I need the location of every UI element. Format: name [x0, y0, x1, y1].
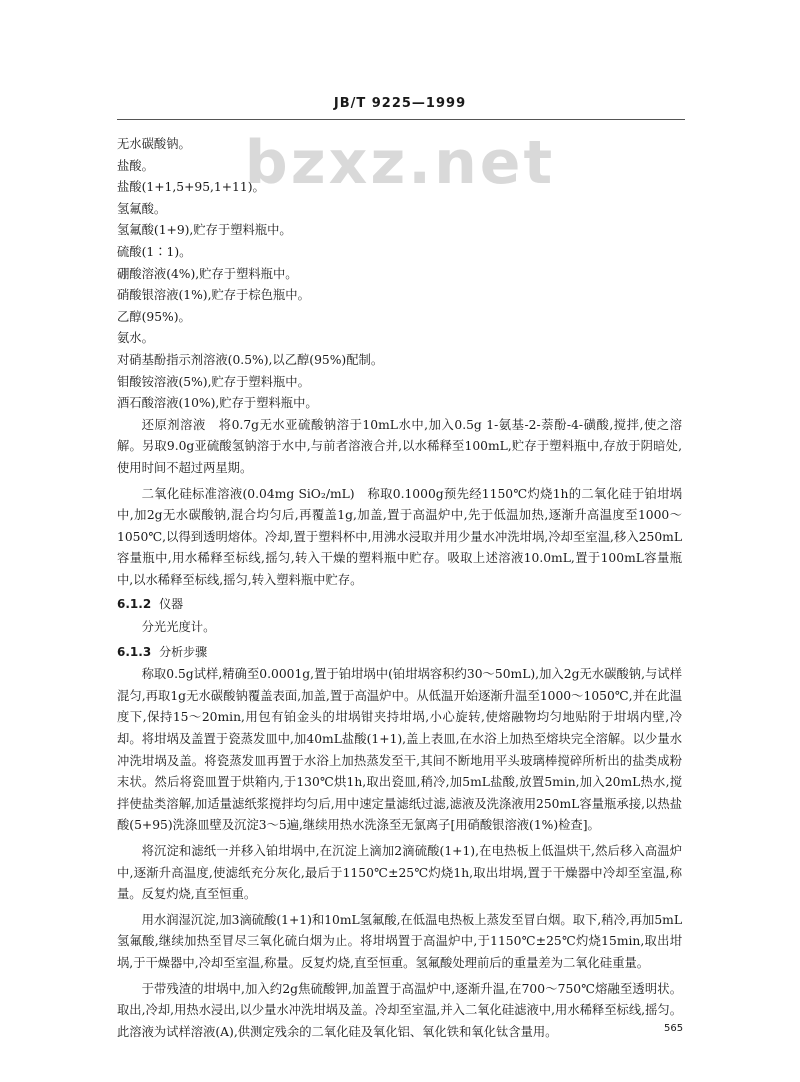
procedure-paragraph: 于带残渣的坩埚中,加入约2g焦硫酸钾,加盖置于高温炉中,逐渐升温,在700～750℃熔融至透明状。取出,冷却,用热水浸出,以少量水冲洗坩埚及盖。冷却至室温,并入二氧化硅滤液中,用水稀释至标线,摇匀。此溶液为试样溶液(A),供测定残余的二氧化硅及氧化铝、氧化铁和氧化钛含量用。 [117, 981, 682, 1039]
reagent-item: 对硝基酚指示剂溶液(0.5%),以乙醇(95%)配制。 [117, 352, 384, 367]
section-heading-6-1-2 [117, 594, 682, 616]
reagent-item: 硫酸(1∶1)。 [117, 244, 192, 259]
section-title: 仪器 [159, 597, 184, 612]
reagent-item: 硝酸银溶液(1%),贮存于棕色瓶中。 [117, 288, 310, 303]
reagent-list [117, 134, 682, 415]
procedure-paragraph: 称取0.5g试样,精确至0.0001g,置于铂坩埚中(铂坩埚容积约30～50mL),加入2g无水碳酸钠,与试样混匀,再取1g无水碳酸钠覆盖表面,加盖,置于高温炉中。从低温开始逐渐升温至1000～1050℃,并在此温度下,保持15～20min,用包有铂金头的坩埚钳夹持坩埚,小心旋转,使熔融物均匀地贴附于坩埚内壁,冷却。将坩埚及盖置于瓷蒸发皿中,加40mL盐酸(1+1),盖上表皿,在水浴上加热至熔块完全溶解。以少量水冲洗坩埚及盖。将瓷蒸发皿再置于水浴上加热蒸发至干,其间不断地用平头玻璃棒搅碎所析出的盐类成粉末状。然后将瓷皿置于烘箱内,于130℃烘1h,取出瓷皿,稍冷,加5mL盐酸,放置5min,加入20mL热水,搅拌使盐类溶解,加适量滤纸浆搅拌均匀后,用中速定量滤纸过滤,滤液及洗涤液用250mL容量瓶承接,以热盐酸(5+95)洗涤皿壁及沉淀3～5遍,继续用热水洗涤至无氯离子[用硝酸银溶液(1%)检查]。 [117, 667, 682, 833]
reagent-item: 盐酸(1+1,5+95,1+11)。 [117, 180, 265, 195]
page-number: 565 [664, 1023, 684, 1034]
reducing-agent-paragraph: 还原剂溶液 将0.7g无水亚硫酸钠溶于10mL水中,加入0.5g 1-氨基-2-萘酚-4-磺酸,搅拌,使之溶解。另取9.0g亚硫酸氢钠溶于水中,与前者溶液合并,以水稀释至100mL,贮存于塑料瓶中,存放于阴暗处,使用时间不超过两星期。 [117, 417, 682, 475]
reagent-item: 钼酸铵溶液(5%),贮存于塑料瓶中。 [117, 374, 310, 389]
watermark: bzxz.net [244, 128, 556, 198]
procedure-paragraph: 将沉淀和滤纸一并移入铂坩埚中,在沉淀上滴加2滴硫酸(1+1),在电热板上低温烘干,然后移入高温炉中,逐渐升高温度,使滤纸充分灰化,最后于1150℃±25℃灼烧1h,取出坩埚,置于干燥器中冷却至室温,称量。反复灼烧,直至恒重。 [117, 844, 682, 902]
section-number: 6.1.2 [117, 597, 152, 612]
reagent-item: 氢氟酸。 [117, 201, 167, 216]
reagent-item: 盐酸。 [117, 158, 154, 173]
reagent-item: 酒石酸溶液(10%),贮存于塑料瓶中。 [117, 396, 318, 411]
reagent-item: 乙醇(95%)。 [117, 309, 191, 324]
section-heading-6-1-3 [117, 642, 682, 664]
instrument-text: 分光光度计。 [141, 620, 216, 635]
section-title: 分析步骤 [159, 644, 208, 659]
reagent-item: 无水碳酸钠。 [117, 137, 191, 151]
document-body [117, 134, 682, 1043]
section-number: 6.1.3 [117, 644, 152, 659]
reagent-item: 硼酸溶液(4%),贮存于塑料瓶中。 [117, 266, 298, 281]
reagent-item: 氢氟酸(1+9),贮存于塑料瓶中。 [117, 223, 292, 238]
standard-code-header: JB/T 9225—1999 [333, 96, 467, 111]
header-rule [117, 119, 685, 120]
reagent-item: 氨水。 [117, 331, 154, 346]
silica-standard-paragraph: 二氧化硅标准溶液(0.04mg SiO₂/mL) 称取0.1000g预先经1150℃灼烧1h的二氧化硅于铂坩埚中,加2g无水碳酸钠,混合均匀后,再覆盖1g,加盖,置于高温炉中,先于低温加热,逐渐升高温度至1000～1050℃,以得到透明熔体。冷却,置于塑料杯中,用沸水浸取并用少量水冲洗坩埚,冷却至室温,移入250mL容量瓶中,用水稀释至标线,摇匀,转入干燥的塑料瓶中贮存。吸取上述溶液10.0mL,置于100mL容量瓶中,以水稀释至标线,摇匀,转入塑料瓶中贮存。 [117, 486, 682, 587]
procedure-paragraph: 用水润湿沉淀,加3滴硫酸(1+1)和10mL氢氟酸,在低温电热板上蒸发至冒白烟。取下,稍冷,再加5mL氢氟酸,继续加热至冒尽三氧化硫白烟为止。将坩埚置于高温炉中,于1150℃±25℃灼烧15min,取出坩埚,于干燥器中,冷却至室温,称量。反复灼烧,直至恒重。氢氟酸处理前后的重量差为二氧化硅重量。 [117, 912, 682, 970]
